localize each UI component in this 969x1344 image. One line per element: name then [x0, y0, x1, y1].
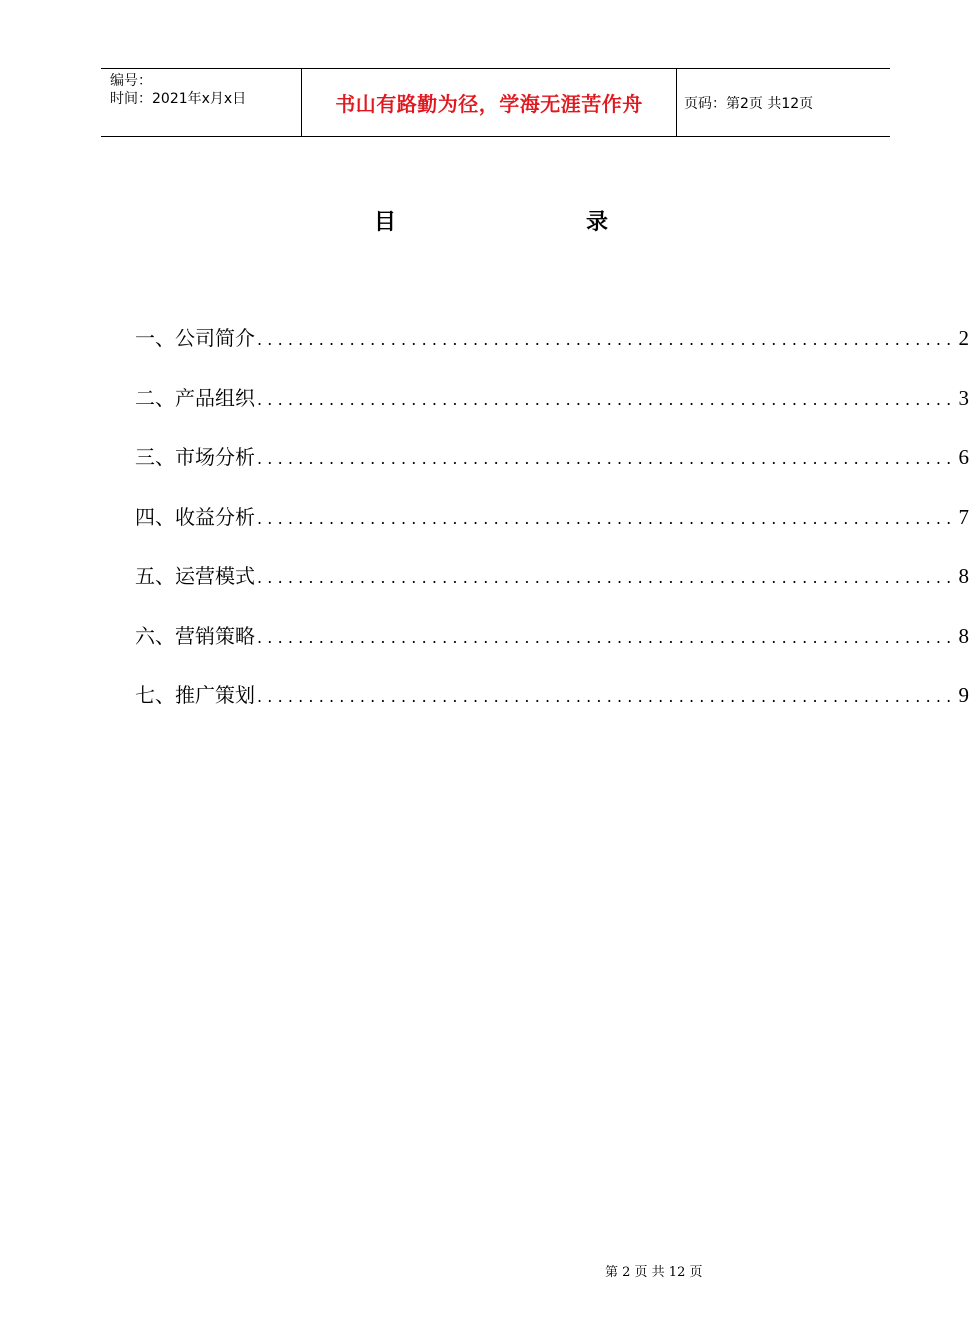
toc-dot-leader: ....................................................................	[257, 330, 957, 349]
table-of-contents	[135, 320, 969, 737]
toc-entry[interactable]	[135, 677, 969, 737]
toc-title-char-1: 目	[374, 210, 397, 235]
document-header	[101, 68, 890, 137]
toc-dot-leader: ....................................................................	[257, 449, 957, 468]
toc-entry-page: 3	[958, 385, 969, 410]
toc-dot-leader: ....................................................................	[257, 568, 957, 587]
serial-number-label: 编号：	[110, 73, 152, 89]
header-page-info: 页码：第2页 共12页	[684, 95, 814, 112]
toc-title	[0, 205, 950, 235]
toc-entry-label: 七、推广策划	[135, 683, 255, 707]
toc-entry-label: 五、运营模式	[135, 564, 255, 588]
toc-dot-leader: ....................................................................	[257, 508, 957, 528]
toc-title-char-2: 录	[586, 210, 609, 235]
toc-entry[interactable]	[135, 499, 969, 559]
toc-entry-page: 7	[958, 504, 969, 529]
toc-entry-label: 四、收益分析	[135, 504, 255, 529]
toc-entry-page: 8	[958, 623, 969, 648]
toc-entry-page: 8	[958, 564, 969, 588]
header-page-cell	[676, 69, 890, 136]
motto-text: 书山有路勤为径，学海无涯苦作舟	[335, 92, 643, 116]
toc-entry-label: 二、产品组织	[135, 385, 255, 410]
toc-entry-page: 2	[958, 326, 969, 350]
toc-entry-label: 六、营销策略	[135, 623, 255, 648]
toc-entry[interactable]	[135, 320, 969, 380]
toc-entry-page: 6	[958, 445, 969, 469]
toc-entry-label: 一、公司简介	[135, 326, 255, 350]
footer-page-number: 第 2 页 共 12 页	[605, 1265, 703, 1280]
toc-dot-leader: ....................................................................	[257, 389, 957, 409]
toc-dot-leader: ....................................................................	[257, 687, 957, 706]
header-motto-cell	[301, 69, 677, 136]
toc-entry[interactable]	[135, 618, 969, 678]
toc-entry[interactable]	[135, 558, 969, 618]
toc-entry-page: 9	[958, 683, 969, 707]
toc-entry-label: 三、市场分析	[135, 445, 255, 469]
date-label: 时间：2021年x月x日	[110, 91, 247, 107]
toc-entry[interactable]	[135, 439, 969, 499]
page-footer	[0, 1246, 950, 1280]
header-meta-cell	[101, 69, 301, 136]
toc-dot-leader: ....................................................................	[257, 627, 957, 647]
toc-entry[interactable]	[135, 380, 969, 440]
